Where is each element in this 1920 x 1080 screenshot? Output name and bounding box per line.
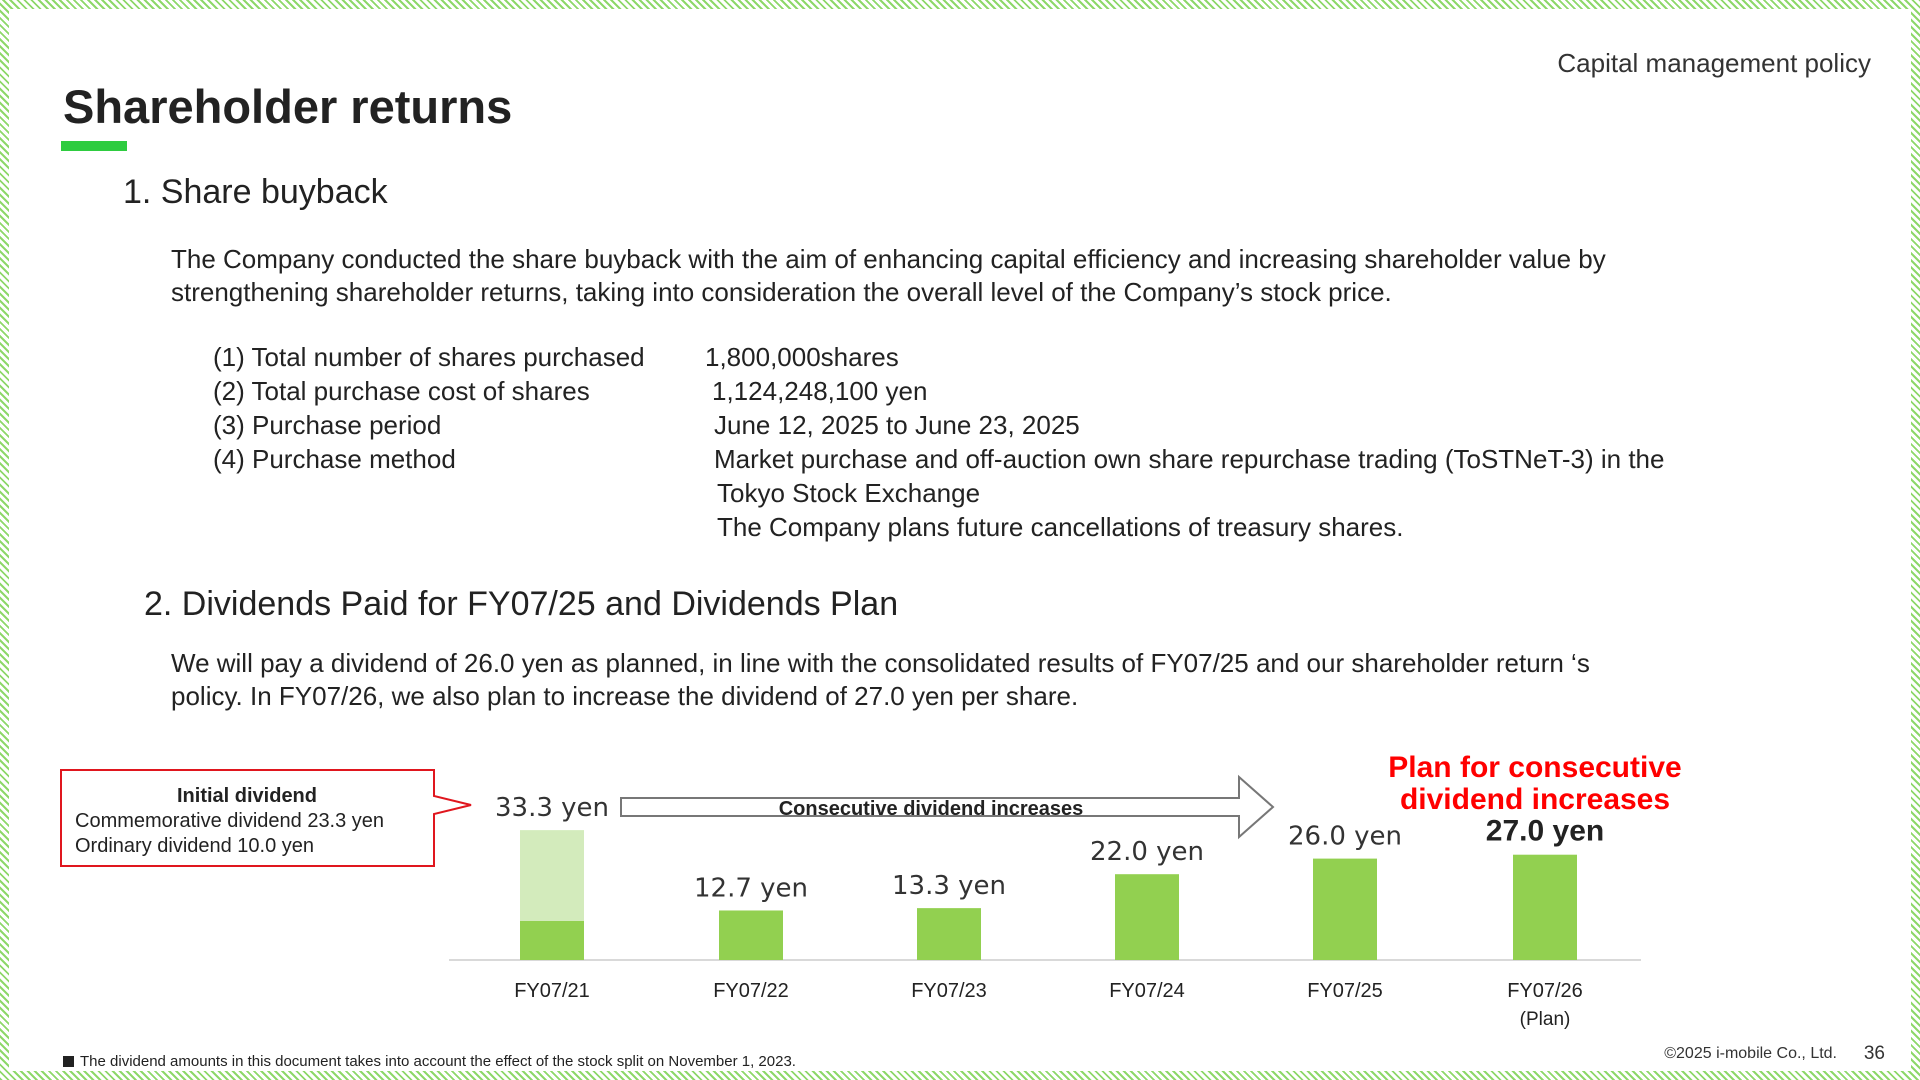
- dividends-heading: 2. Dividends Paid for FY07/25 and Dividends Plan: [144, 585, 899, 623]
- page-title: Shareholder returns: [63, 80, 513, 133]
- bar-ordinary-4: [1313, 859, 1377, 960]
- callout-line1: Commemorative dividend 23.3 yen: [75, 810, 385, 832]
- footnote: [63, 1053, 796, 1070]
- buyback-item-2-label: (2) Total purchase cost of shares: [213, 376, 590, 406]
- footnote-text: The dividend amounts in this document takes into account the effect of the stock split on November 1, 2023.: [80, 1053, 796, 1070]
- slide: [9, 9, 1911, 1071]
- category-label-0: FY07/21: [514, 980, 590, 1002]
- page-number: 36: [1863, 1043, 1885, 1064]
- buyback-method-line3: The Company plans future cancellations of treasury shares.: [717, 512, 1404, 542]
- dividends-intro-line1: We will pay a dividend of 26.0 yen as planned, in line with the consolidated results of FY07/25 and our shareholder return ‘s: [171, 648, 1590, 678]
- bar-ordinary-3: [1115, 874, 1179, 960]
- value-label-1: 12.7 yen: [693, 873, 809, 904]
- dividends-intro-line2: policy. In FY07/26, we also plan to increase the dividend of 27.0 yen per share.: [171, 681, 1079, 711]
- buyback-intro-line2: strengthening shareholder returns, taking into consideration the overall level of the Company’s stock price.: [171, 277, 1392, 307]
- buyback-method-line2: Tokyo Stock Exchange: [717, 478, 981, 508]
- chart-bars: [495, 793, 1604, 1030]
- callout-title: Initial dividend: [176, 785, 318, 807]
- bar-ordinary-2: [917, 908, 981, 960]
- value-label-3: 22.0 yen: [1089, 837, 1205, 868]
- copyright: ©2025 i-mobile Co., Ltd.: [1664, 1045, 1837, 1062]
- arrow-label: Consecutive dividend increases: [778, 798, 1084, 820]
- buyback-item-3-label: (3) Purchase period: [213, 410, 442, 440]
- value-label-0: 33.3 yen: [494, 793, 610, 824]
- bar-commemorative-0: [520, 830, 584, 921]
- buyback-item-3-value: June 12, 2025 to June 23, 2025: [714, 410, 1080, 440]
- bar-ordinary-0: [520, 921, 584, 960]
- category-sublabel-5: (Plan): [1519, 1009, 1571, 1030]
- buyback-item-1-value: 1,800,000shares: [705, 342, 899, 372]
- category-label-5: FY07/26: [1507, 980, 1583, 1002]
- buyback-item-1-label: (1) Total number of shares purchased: [213, 342, 645, 372]
- value-label-2: 13.3 yen: [891, 871, 1007, 902]
- callout-line2: Ordinary dividend 10.0 yen: [75, 835, 315, 857]
- category-label-3: FY07/24: [1109, 980, 1185, 1002]
- dividend-chart: [9, 9, 1911, 1071]
- bar-ordinary-1: [719, 910, 783, 960]
- buyback-intro-line1: The Company conducted the share buyback with the aim of enhancing capital efficiency and increasing shareholder value by: [171, 244, 1606, 274]
- section-label: Capital management policy: [1557, 48, 1871, 78]
- plan-label-line1: Plan for consecutive: [1388, 751, 1682, 784]
- value-label-5: 27.0 yen: [1485, 814, 1605, 848]
- buyback-item-2-value: 1,124,248,100 yen: [712, 376, 928, 406]
- plan-label-line2: dividend increases: [1399, 783, 1671, 816]
- category-label-1: FY07/22: [713, 980, 789, 1002]
- value-label-4: 26.0 yen: [1287, 821, 1403, 852]
- buyback-item-4-value: Market purchase and off-auction own share repurchase trading (ToSTNeT-3) in the: [714, 444, 1665, 474]
- bar-ordinary-5: [1513, 855, 1577, 960]
- buyback-item-4-label: (4) Purchase method: [213, 444, 456, 474]
- buyback-heading: 1. Share buyback: [123, 173, 388, 211]
- footnote-bullet-icon: [63, 1056, 74, 1067]
- category-label-4: FY07/25: [1307, 980, 1383, 1002]
- category-label-2: FY07/23: [911, 980, 987, 1002]
